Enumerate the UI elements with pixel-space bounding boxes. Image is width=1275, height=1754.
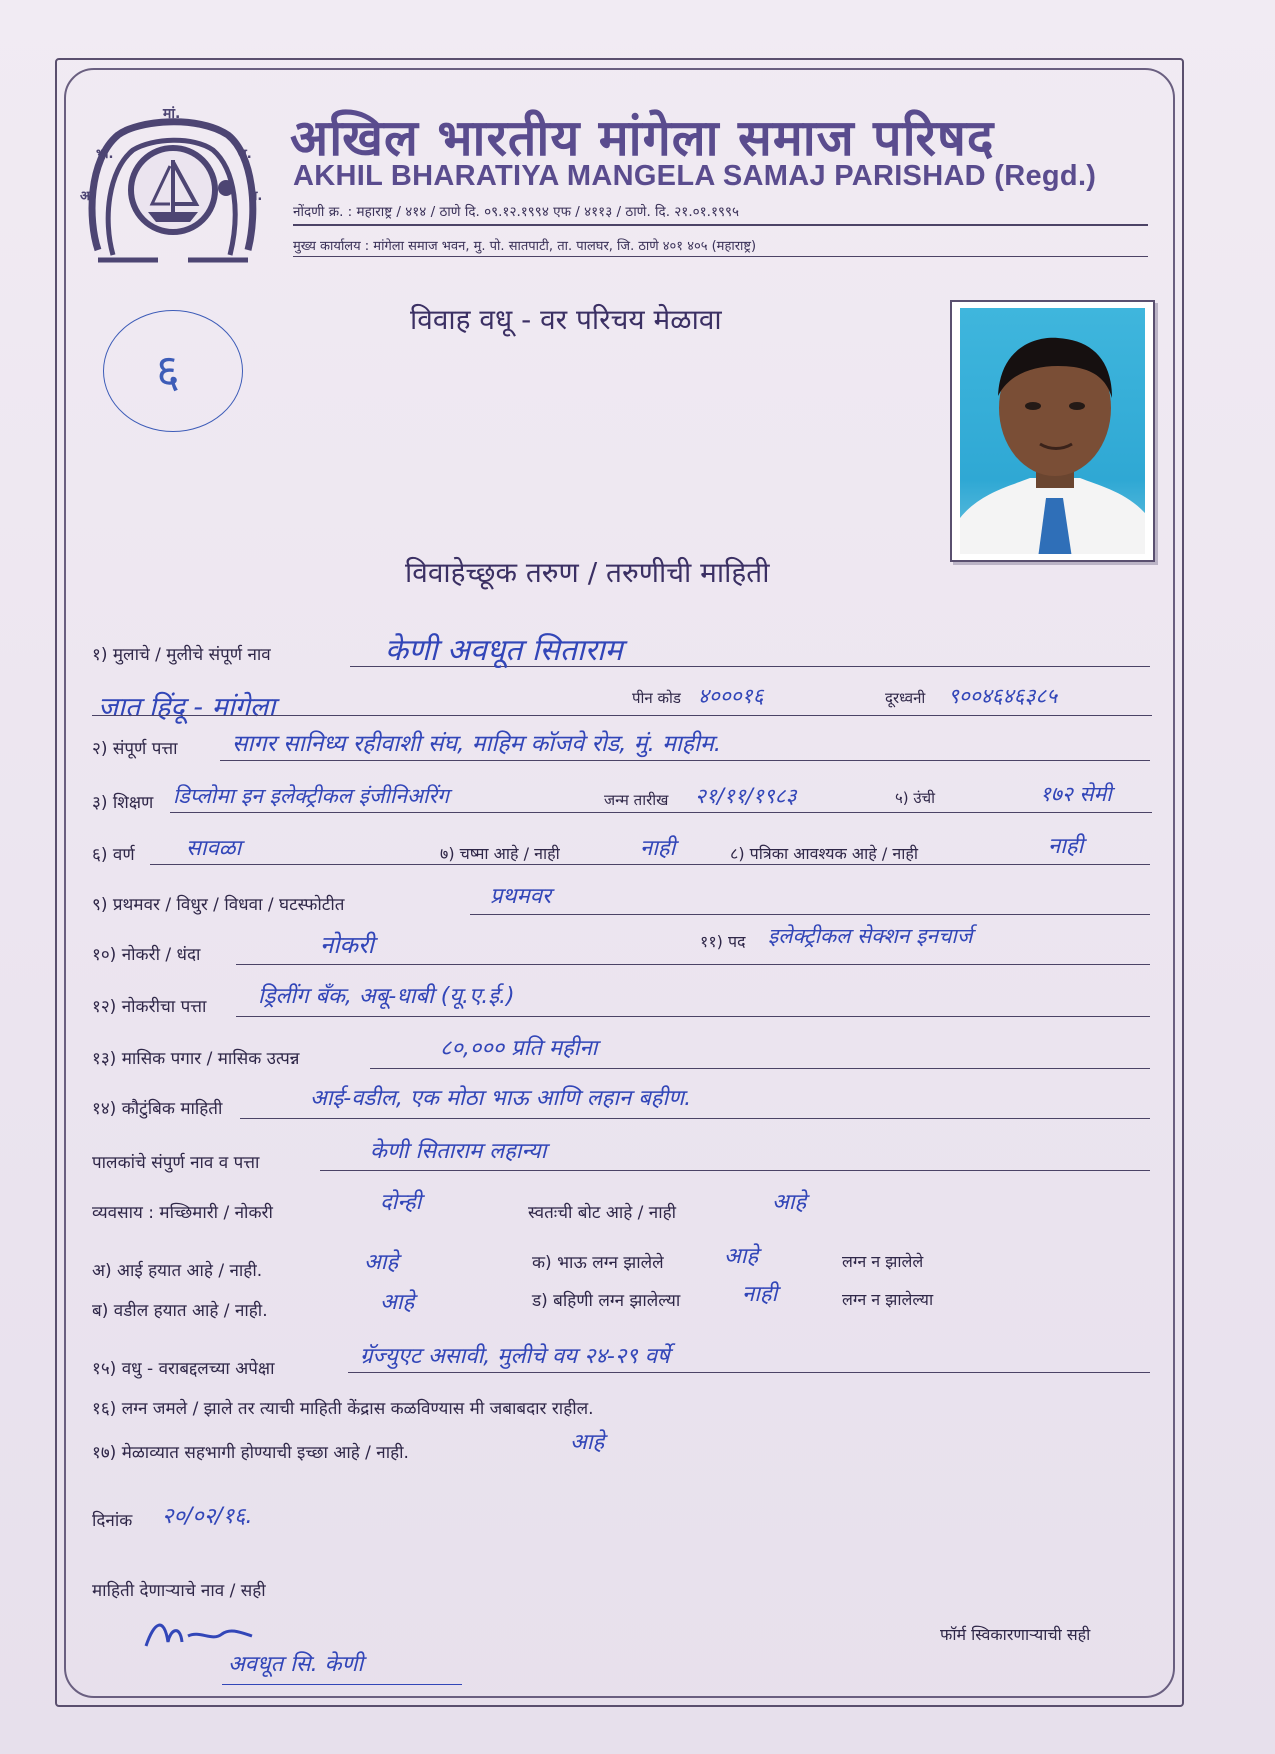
informant-label: माहिती देणाऱ्याचे नाव / सही [92,1581,266,1601]
caste-value: जात हिंदू - मांगेला [98,692,276,723]
date-value: २०/०२/१६. [162,1504,253,1529]
header-rule-2 [293,256,1148,257]
education-line [170,812,1152,813]
designation-label: ११) पद [700,932,746,951]
dob-label: जन्म तारीख [604,791,669,809]
candidate-photo [950,300,1155,562]
pin-value: ४०००१६ [698,684,764,708]
responsibility-statement: १६) लग्न जमले / झाले तर त्याची माहिती केंद्रास कळविण्यास मी जबाबदार राहील. [92,1399,594,1419]
sister-unmarried-label: लग्न न झालेल्या [842,1290,934,1309]
mother-value: आहे [364,1250,399,1275]
pin-label: पीन कोड [632,689,681,707]
work-address-value: ड्रिलींग बॅंक, अबू-धाबी (यू.ए.ई.) [258,984,515,1009]
name-label: १) मुलाचे / मुलीचे संपूर्ण नाव [92,645,271,665]
horoscope-label: ८) पत्रिका आवश्यक आहे / नाही [730,844,919,863]
address-label: २) संपूर्ण पत्ता [92,739,178,759]
phone-value: ९००४६४६३८५ [948,684,1058,708]
occupation-type-label: १०) नोकरी / धंदा [92,945,201,965]
income-line [370,1068,1150,1069]
expectations-line [348,1372,1150,1373]
father-value: आहे [380,1290,415,1315]
section-heading: विवाहेच्छूक तरुण / तरुणीची माहिती [405,556,770,589]
family-label: १४) कौटुंबिक माहिती [92,1099,223,1119]
marital-status-line [470,914,1150,915]
name-value: केणी अवधूत सिताराम [385,633,623,668]
brother-value: आहे [724,1244,759,1269]
date-label: दिनांक [92,1511,133,1531]
org-title-marathi: अखिल भारतीय मांगेला समाज परिषद [290,108,995,167]
photo-background [960,308,1145,554]
occupation-type-line [236,964,1150,965]
logo-letter-right-top: स. [238,147,252,162]
work-address-label: १२) नोकरीचा पत्ता [92,997,207,1017]
sister-label: ड) बहिणी लग्न झालेल्या [532,1291,681,1311]
occupation-type-value: नोकरी [320,931,374,959]
occupation-label: व्यवसाय : मच्छिमारी / नोकरी [92,1203,273,1223]
complexion-label: ६) वर्ण [92,845,135,865]
logo-letter-top: मां. [163,106,181,122]
informant-signature-scribble-icon [140,1612,260,1652]
address-value: सागर सानिध्य रहीवाशी संघ, माहिम कॉजवे रोड, मुं. माहीम. [232,731,722,757]
header-rule [293,224,1148,226]
participation-value: आहे [570,1430,605,1455]
education-label: ३) शिक्षण [92,793,154,813]
logo-letter-left-top: भा. [96,147,114,162]
expectations-label: १५) वधु - वराबद्दलच्या अपेक्षा [92,1359,275,1379]
education-value: डिप्लोमा इन इलेक्ट्रीकल इंजीनिअरिंग [173,784,449,808]
circled-serial-number: ६ [156,344,180,398]
marital-status-value: प्रथमवर [490,884,551,909]
work-address-line [236,1016,1150,1017]
person-portrait-icon [960,308,1145,554]
expectations-value: ग्रॅज्युएट असावी, मुलीचे वय २४-२९ वर्षे [360,1344,670,1369]
occupation-value: दोन्ही [380,1190,422,1215]
phone-label: दूरध्वनी [885,689,926,707]
brother-label: क) भाऊ लग्न झालेले [532,1253,664,1273]
marital-status-label: ९) प्रथमवर / विधुर / विधवा / घटस्फोटीत [92,895,345,915]
parent-line [320,1170,1150,1171]
horoscope-value: नाही [1048,834,1084,859]
dob-value: २१/११/१९८३ [695,784,797,808]
complexion-line [150,864,1150,865]
sister-value: नाही [742,1282,778,1307]
event-heading: विवाह वधू - वर परिचय मेळावा [410,303,722,336]
acceptor-signature-label: फॉर्म स्विकारणाऱ्याची सही [940,1625,1091,1644]
informant-signature-name: अवधूत सि. केणी [228,1652,364,1677]
designation-value: इलेक्ट्रीकल सेक्शन इनचार्ज [768,924,973,948]
father-label: ब) वडील हयात आहे / नाही. [92,1301,268,1321]
logo-letter-right-bottom: प. [250,189,263,204]
parent-label: पालकांचे संपुर्ण नाव व पत्ता [92,1153,260,1173]
spectacles-value: नाही [640,836,676,861]
family-value: आई-वडील, एक मोठा भाऊ आणि लहान बहीण. [310,1086,692,1111]
spectacles-label: ७) चष्मा आहे / नाही [440,844,560,863]
circled-serial-mark [103,310,243,432]
mother-label: अ) आई हयात आहे / नाही. [92,1261,263,1281]
brother-unmarried-label: लग्न न झालेले [842,1252,924,1271]
caste-line [92,715,1152,716]
boat-label: स्वतःची बोट आहे / नाही [528,1203,677,1223]
participation-label: १७) मेळाव्यात सहभागी होण्याची इच्छा आहे / नाही. [92,1443,409,1463]
height-label: ५) उंची [895,789,936,807]
signature-underline [222,1684,462,1685]
boat-value: आहे [772,1190,807,1215]
logo-letter-left-bottom: अ. [80,189,95,204]
parent-value: केणी सिताराम लहान्या [370,1139,547,1164]
head-office-line: मुख्य कार्यालय : मांगेला समाज भवन, मु. पो. सातपाटी, ता. पालघर, जि. ठाणे ४०१ ४०५ (महाराष्ट्र) [293,239,757,254]
income-value: ८०,००० प्रति महीना [440,1036,598,1061]
address-line [220,760,1150,761]
income-label: १३) मासिक पगार / मासिक उत्पन्न [92,1049,300,1069]
complexion-value: सावळा [186,836,242,861]
registration-line: नोंदणी क्र. : महाराष्ट्र / ४१४ / ठाणे दि. ०९.१२.१९९४ एफ / ४११३ / ठाणे. दि. २१.०१.१९९५ [293,204,740,220]
family-line [240,1118,1150,1119]
society-logo-icon [78,100,268,280]
height-value: १७२ सेमी [1040,782,1112,806]
org-title-english: AKHIL BHARATIYA MANGELA SAMAJ PARISHAD (Regd.) [293,160,1097,192]
